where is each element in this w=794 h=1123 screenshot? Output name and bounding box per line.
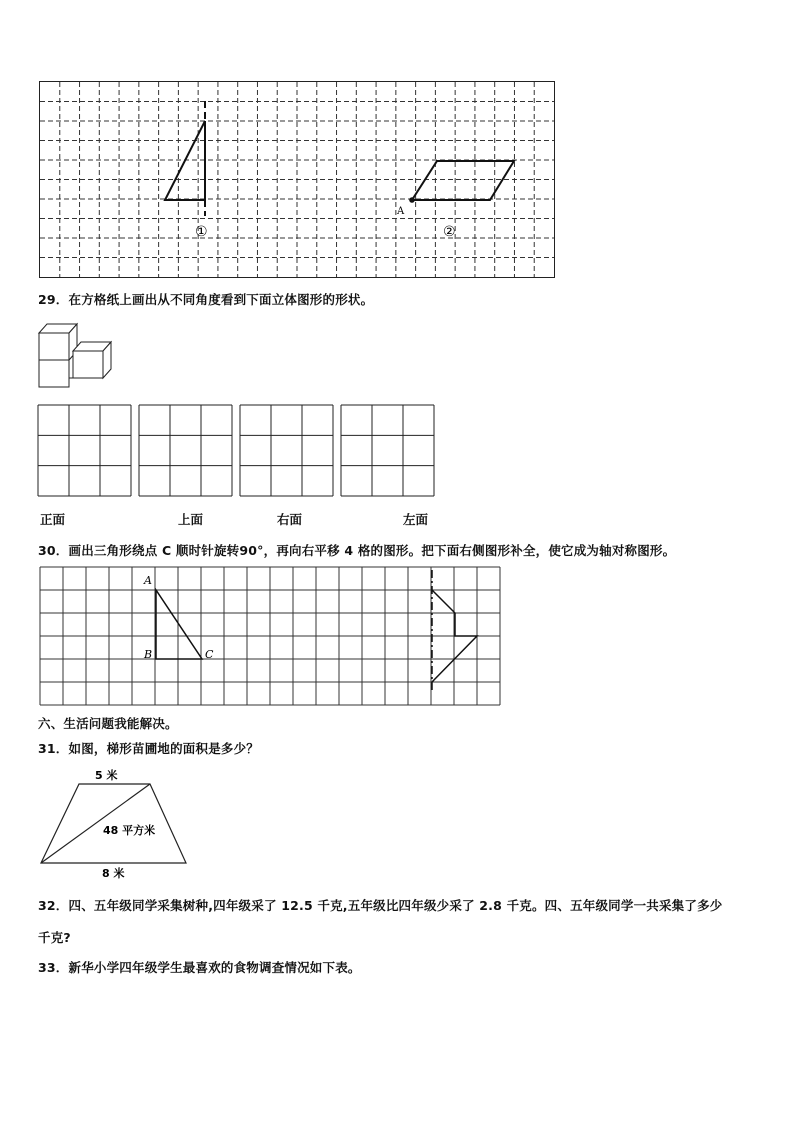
label-a: A: [144, 574, 152, 587]
q33-text: 33．新华小学四年级学生最喜欢的食物调查情况如下表。: [38, 960, 361, 975]
figure-1-label: ①: [195, 224, 208, 240]
q30-text: 30．画出三角形绕点 C 顺时针旋转90°，再向右平移 4 格的图形。把下面右侧图形补全，使它成为轴对称图形。: [38, 543, 676, 558]
area-label: 48 平方米: [103, 824, 156, 837]
q32-line1: 32．四、五年级同学采集树种,四年级采了 12.5 千克,五年级比四年级少采了 2.8 千克。四、五年级同学一共采集了多少: [38, 898, 723, 913]
view-label-top: 上面: [178, 512, 204, 527]
view-label-left: 左面: [403, 512, 429, 527]
figure-2-label: ②: [443, 224, 456, 240]
label-b: B: [144, 648, 153, 661]
q31-text: 31．如图，梯形苗圃地的面积是多少？: [38, 741, 259, 756]
q29-text: 29．在方格纸上画出从不同角度看到下面立体图形的形状。: [38, 292, 374, 307]
view-label-right: 右面: [277, 512, 303, 527]
top-length-label: 5 米: [95, 769, 118, 782]
label-c: C: [205, 648, 214, 661]
bottom-length-label: 8 米: [102, 867, 125, 880]
q32-line2: 千克?: [38, 930, 71, 945]
point-a-label: A: [397, 206, 405, 217]
section6-title: 六、生活问题我能解决。: [38, 716, 178, 731]
view-label-front: 正面: [40, 512, 66, 527]
